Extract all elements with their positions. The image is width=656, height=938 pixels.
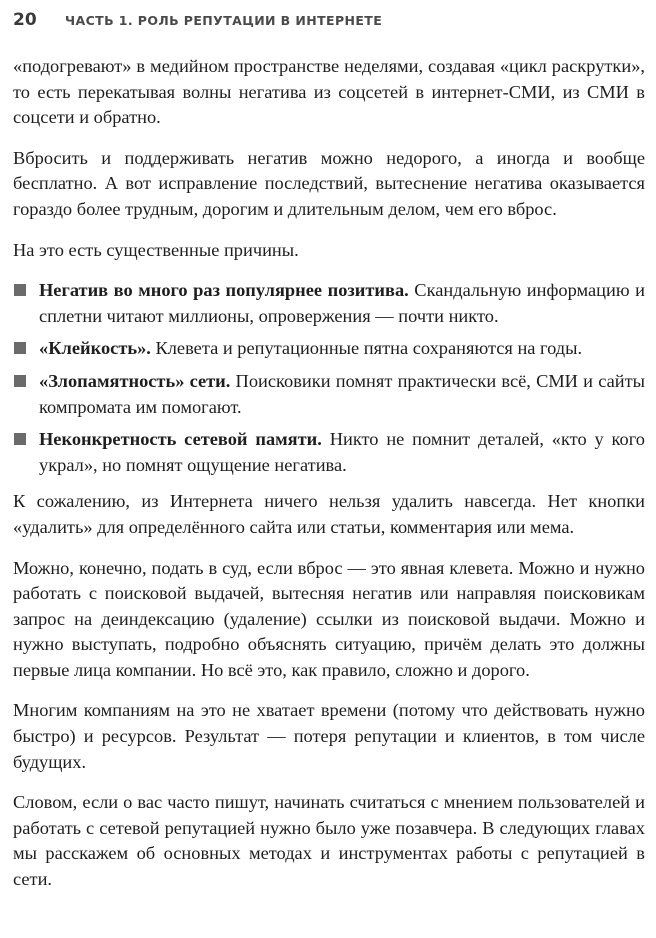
paragraph: Вбросить и поддерживать негатив можно недорого, а иногда и вообще бесплатно. А вот исправление последствий, вытеснение негатива оказывается гораздо более трудным, дорогим и длительным делом, чем его вброс. xyxy=(13,147,645,219)
list-item-heading: Неконкретность сетевой памяти. xyxy=(39,429,322,450)
paragraph: К сожалению, из Интернета ничего нельзя удалить навсегда. Нет кнопки «удалить» для определённого сайта или статьи, комментария или мема. xyxy=(13,491,645,537)
list-item-text: Клевета и репутационные пятна сохраняются на годы. xyxy=(150,338,583,359)
square-bullet-icon xyxy=(14,375,26,387)
list-item xyxy=(13,278,645,329)
paragraph: Можно, конечно, подать в суд, если вброс — это явная клевета. Можно и нужно работать с поисковой выдачей, вытесняя негатив или направляя поисковикам запрос на деиндексацию (удаление) ссылки из поисковой выдачи. Можно и нужно выступать, подробно объяснять ситуацию, причём делать это должны первые лица компании. Но всё это, как правило, сложно и дорого. xyxy=(13,557,645,680)
list-item-text: Скандальную информацию и сплетни читают миллионы, опровержения — почти никто. xyxy=(39,280,645,326)
list-item-heading: «Злопамятность» сети. xyxy=(39,370,231,391)
list-item xyxy=(13,427,645,478)
list-item xyxy=(13,336,645,362)
list-item xyxy=(13,369,645,420)
paragraph: «подогревают» в медийном пространстве неделями, создавая «цикл раскрутки», то есть перекатывая волны негатива из соцсетей в интернет-СМИ, из СМИ в соцсети и обратно. xyxy=(13,56,645,128)
paragraph: Многим компаниям на это не хватает времени (потому что действовать нужно быстро) и ресурсов. Результат — потеря репутации и клиентов, в том числе будущих. xyxy=(13,700,645,772)
list-item-heading: «Клейкость». xyxy=(39,338,151,359)
paragraph: На это есть существенные причины. xyxy=(13,239,299,260)
paragraph: Словом, если о вас часто пишут, начинать считаться с мнением пользователей и работать с сетевой репутацией нужно было уже позавчера. В следующих главах мы расскажем об основных методах и инструментах работы с репутацией в сети. xyxy=(13,792,645,890)
running-header xyxy=(13,10,645,30)
chapter-title: ЧАСТЬ 1. РОЛЬ РЕПУТАЦИИ В ИНТЕРНЕТЕ xyxy=(65,13,383,28)
list-item-text: Никто не помнит деталей, «кто у кого украл», но помнят ощущение негатива. xyxy=(39,429,645,475)
reasons-list xyxy=(13,278,645,478)
body-text xyxy=(13,54,645,908)
list-item-heading: Негатив во много раз популярнее позитива. xyxy=(39,280,409,301)
page-number: 20 xyxy=(13,10,37,30)
list-item-text: Поисковики помнят практически всё, СМИ и сайты компромата им помогают. xyxy=(39,370,645,417)
square-bullet-icon xyxy=(14,433,26,445)
square-bullet-icon xyxy=(14,284,26,296)
square-bullet-icon xyxy=(14,342,26,354)
